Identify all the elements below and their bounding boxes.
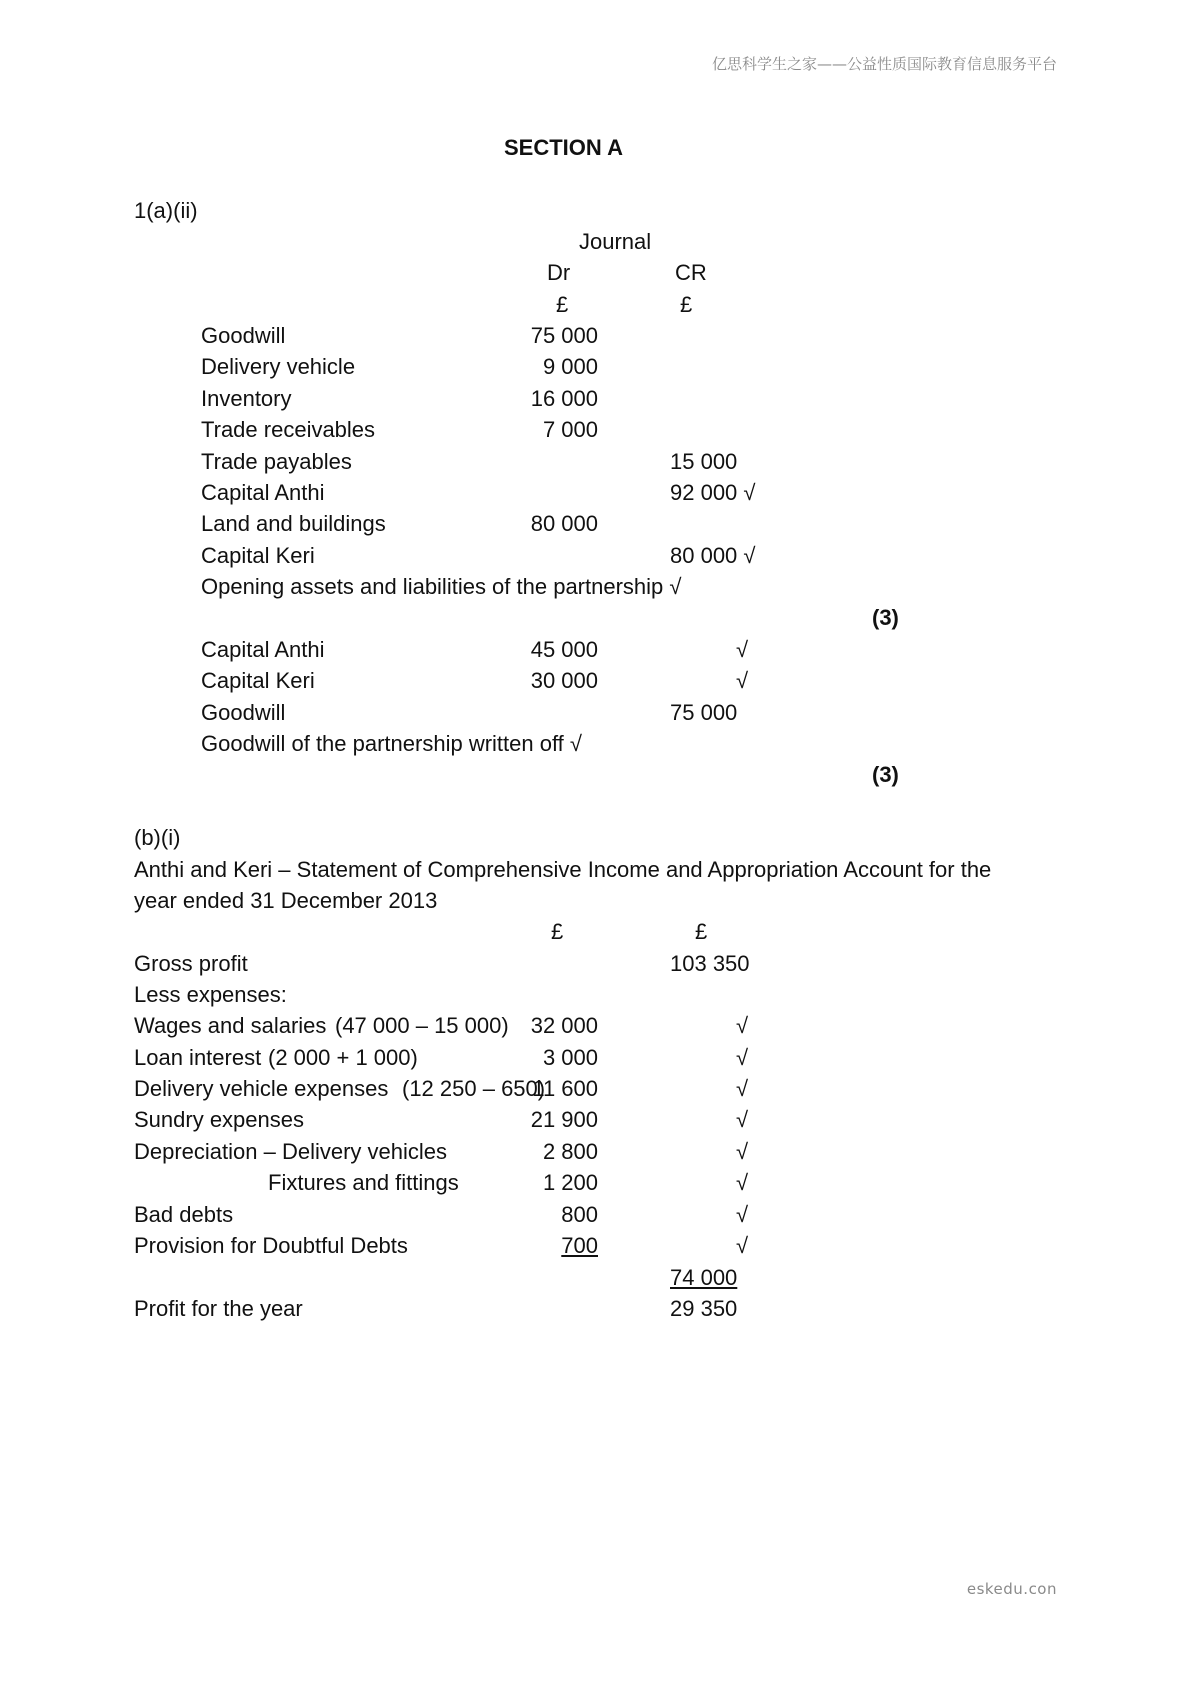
- profit-label: Profit for the year: [134, 1296, 303, 1321]
- tick-mark: √: [736, 1107, 749, 1132]
- expense-label: Wages and salaries: [134, 1013, 327, 1038]
- expense-label: Loan interest: [134, 1045, 262, 1070]
- expense-amount: 1 200: [542, 1170, 598, 1195]
- journal-dr-amount: 9 000: [542, 354, 598, 379]
- expense-amount: 2 800: [542, 1139, 598, 1164]
- journal-cr-amount: 75 000: [670, 700, 738, 725]
- tick-mark: √: [736, 1076, 749, 1101]
- journal-account: Inventory: [201, 386, 292, 411]
- journal-account: Trade receivables: [201, 417, 376, 442]
- expense-amount: 11 600: [532, 1076, 598, 1101]
- page-header-text: 亿思科学生之家——公益性质国际教育信息服务平台: [711, 55, 1057, 73]
- journal-title: Journal: [579, 229, 652, 254]
- expense-amount: 32 000: [530, 1013, 598, 1038]
- dr-column-header: Dr: [547, 260, 571, 285]
- journal-cr-amount: 80 000 √: [670, 543, 756, 568]
- journal-account: Trade payables: [201, 449, 352, 474]
- cr-column-header: CR: [675, 260, 707, 285]
- cr-currency: £: [680, 292, 693, 317]
- page-footer-url: eskedu.con: [966, 1580, 1057, 1598]
- journal-dr-amount: 75 000: [530, 323, 598, 348]
- journal-account: Goodwill: [201, 323, 286, 348]
- question-label-1aii: 1(a)(ii): [134, 198, 198, 223]
- expense-amount: 800: [561, 1202, 598, 1227]
- expense-calculation: (12 250 – 650): [402, 1076, 546, 1101]
- tick-mark: √: [736, 1233, 749, 1258]
- journal-narration: Goodwill of the partnership written off √: [201, 731, 582, 756]
- expense-label: Provision for Doubtful Debts: [134, 1233, 408, 1258]
- tick-mark: √: [736, 637, 749, 662]
- tick-mark: √: [736, 1170, 749, 1195]
- tick-mark: √: [736, 1202, 749, 1227]
- expense-amount: 700: [561, 1233, 598, 1258]
- expense-label: Bad debts: [134, 1202, 234, 1227]
- expense-label: Sundry expenses: [134, 1107, 304, 1132]
- statement-title-line-2: year ended 31 December 2013: [134, 888, 438, 913]
- tick-mark: √: [736, 668, 749, 693]
- tick-mark: √: [736, 1045, 749, 1070]
- question-label-bi: (b)(i): [134, 825, 181, 850]
- journal-account: Capital Anthi: [201, 480, 325, 505]
- expense-label: Depreciation – Delivery vehicles: [134, 1139, 448, 1164]
- expense-amount: 21 900: [530, 1107, 598, 1132]
- journal-dr-amount: 16 000: [530, 386, 598, 411]
- journal-cr-amount: 92 000 √: [670, 480, 756, 505]
- expense-amount: 3 000: [542, 1045, 598, 1070]
- journal-account: Goodwill: [201, 700, 286, 725]
- total-expenses-value: 74 000: [670, 1265, 738, 1290]
- tick-mark: √: [736, 1139, 749, 1164]
- section-title: SECTION A: [504, 135, 623, 160]
- expense-calculation: (47 000 – 15 000): [335, 1013, 509, 1038]
- gross-profit-value: 103 350: [670, 951, 750, 976]
- journal-account: Delivery vehicle: [201, 354, 356, 379]
- less-expenses-label: Less expenses:: [134, 982, 287, 1007]
- journal-dr-amount: 30 000: [530, 668, 598, 693]
- journal-account: Capital Keri: [201, 543, 315, 568]
- journal-cr-amount: 15 000: [670, 449, 738, 474]
- journal-narration: Opening assets and liabilities of the partnership √: [201, 574, 682, 599]
- tick-mark: √: [736, 1013, 749, 1038]
- gross-profit-label: Gross profit: [134, 951, 248, 976]
- journal-dr-amount: 45 000: [530, 637, 598, 662]
- journal-account: Land and buildings: [201, 511, 386, 536]
- expense-label: Fixtures and fittings: [268, 1170, 459, 1195]
- col1-currency: £: [551, 919, 564, 944]
- dr-currency: £: [556, 292, 569, 317]
- marks-label: (3): [872, 762, 899, 787]
- marks-label: (3): [872, 605, 899, 630]
- col2-currency: £: [695, 919, 708, 944]
- profit-value: 29 350: [670, 1296, 738, 1321]
- journal-account: Capital Keri: [201, 668, 315, 693]
- statement-title-line-1: Anthi and Keri – Statement of Comprehensive Income and Appropriation Account for the: [134, 857, 992, 882]
- expense-calculation: (2 000 + 1 000): [268, 1045, 418, 1070]
- journal-dr-amount: 7 000: [542, 417, 598, 442]
- journal-account: Capital Anthi: [201, 637, 325, 662]
- expense-label: Delivery vehicle expenses: [134, 1076, 389, 1101]
- journal-dr-amount: 80 000: [530, 511, 598, 536]
